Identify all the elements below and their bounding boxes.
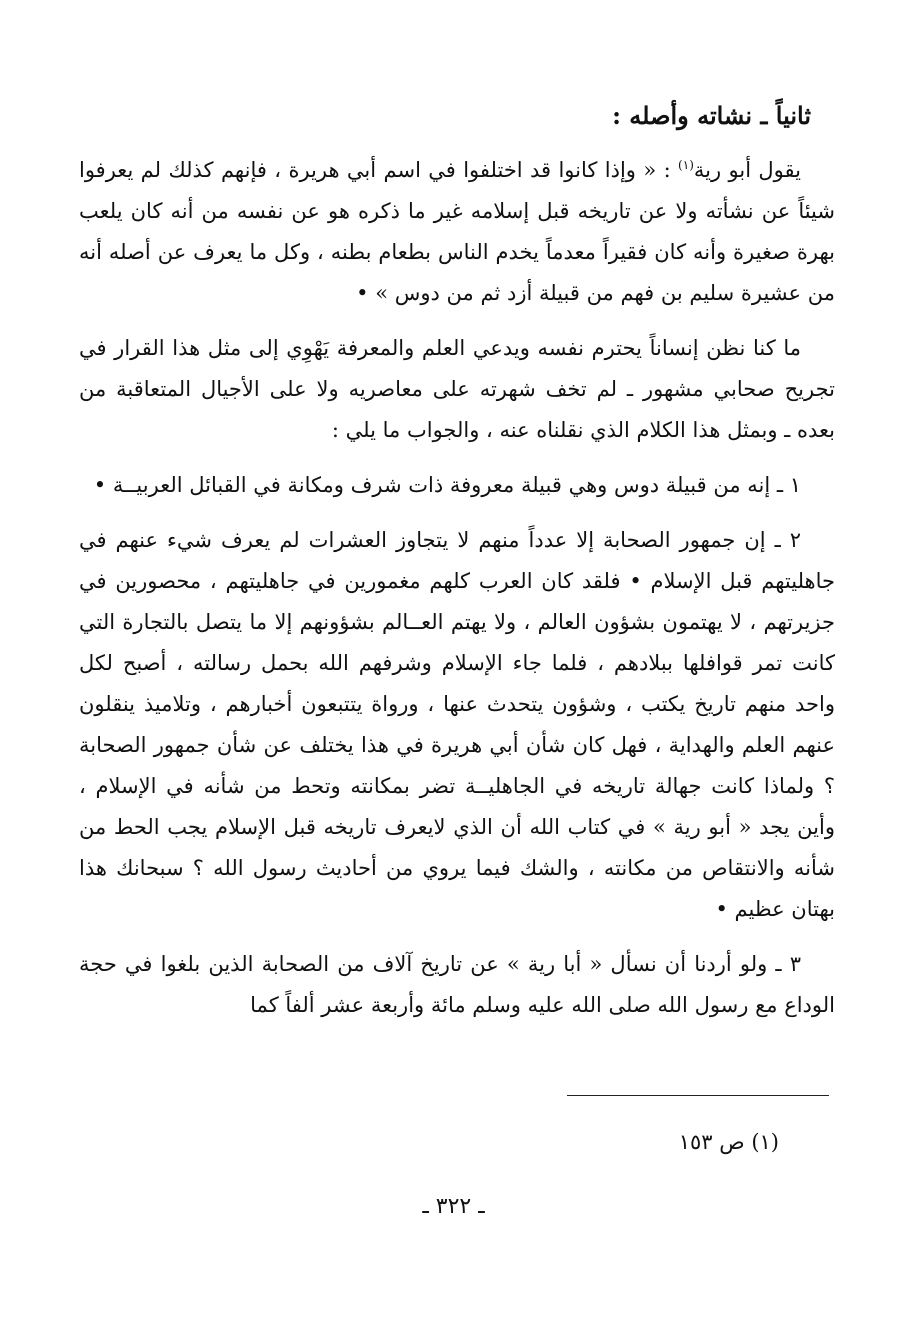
footnote: (١) ص ١٥٣: [678, 1130, 779, 1154]
paragraph-5: ٣ ـ ولو أردنا أن نسأل « أبا رية » عن تاريخ آلاف من الصحابة الذين بلغوا في حجة الوداع مع رسول الله صلى الله عليه وسلم مائة وأربعة عشر ألفاً كما: [79, 952, 835, 1017]
body-text: [79, 150, 835, 1040]
section-heading: ثانياً ـ نشاته وأصله :: [612, 101, 811, 130]
paragraph-1-lead: يقول أبو رية: [693, 158, 802, 182]
paragraph-3: ١ ـ إنه من قبيلة دوس وهي قبيلة معروفة ذات شرف ومكانة في القبائل العربيــة •: [93, 473, 801, 497]
page-number: ـ ٣٢٢ ـ: [422, 1194, 485, 1219]
paragraph-2: ما كنا نظن إنساناً يحترم نفسه ويدعي العلم والمعرفة يَهْوِي إلى مثل هذا القرار في تجريح صحابي مشهور ـ لم تخف شهرته على معاصريه ولا على الأجيال المتعاقبة من بعده ـ وبمثل هذا الكلام الذي نقلناه عنه ، والجواب ما يلي :: [79, 336, 835, 442]
paragraph-1: [79, 150, 835, 314]
paragraph-1-quote: : « وإذا كانوا قد اختلفوا في اسم أبي هريرة ، فإنهم كذلك لم يعرفوا شيئاً عن نشأته ولا عن تاريخه قبل إسلامه غير ما ذكره هو عن نفسه من أنه كان يلعب بهرة صغيرة وأنه كان فقيراً معدماً يخدم الناس بطعام بطنه ، وكل ما يعرف عن أصله أنه من عشيرة سليم بن فهم من قبيلة أزد ثم من دوس » •: [79, 158, 835, 305]
footnote-reference: (١): [678, 158, 694, 172]
footnote-divider: [567, 1095, 829, 1096]
paragraph-4: ٢ ـ إن جمهور الصحابة إلا عدداً منهم لا يتجاوز العشرات لم يعرف شيء عنهم في جاهليتهم قبل الإسلام • فلقد كان العرب كلهم مغمورين في جاهليتهم ، محصورين في جزيرتهم ، لا يهتمون بشؤون العالم ، ولا يهتم العــالم بشؤونهم إلا ما يتصل بالتجارة التي كانت تمر قوافلها ببلادهم ، فلما جاء الإسلام وشرفهم الله بحمل رسالته ، أصبح لكل واحد منهم تاريخ يكتب ، وشؤون يتحدث عنها ، ورواة يتتبعون أخبارهم ، وتلاميذ ينقلون عنهم العلم والهداية ، فهل كان شأن أبي هريرة في هذا يختلف عن شأن جمهور الصحابة ؟ ولماذا كانت جهالة تاريخه في الجاهليــة تضر بمكانته وتحط من شأنه في الإسلام ، وأين يجد « أبو رية » في كتاب الله أن الذي لايعرف تاريخه قبل الإسلام يجب الحط من شأنه والانتقاص من مكانته ، والشك فيما يروي من أحاديث رسول الله ؟ سبحانك هذا بهتان عظيم •: [79, 528, 835, 921]
